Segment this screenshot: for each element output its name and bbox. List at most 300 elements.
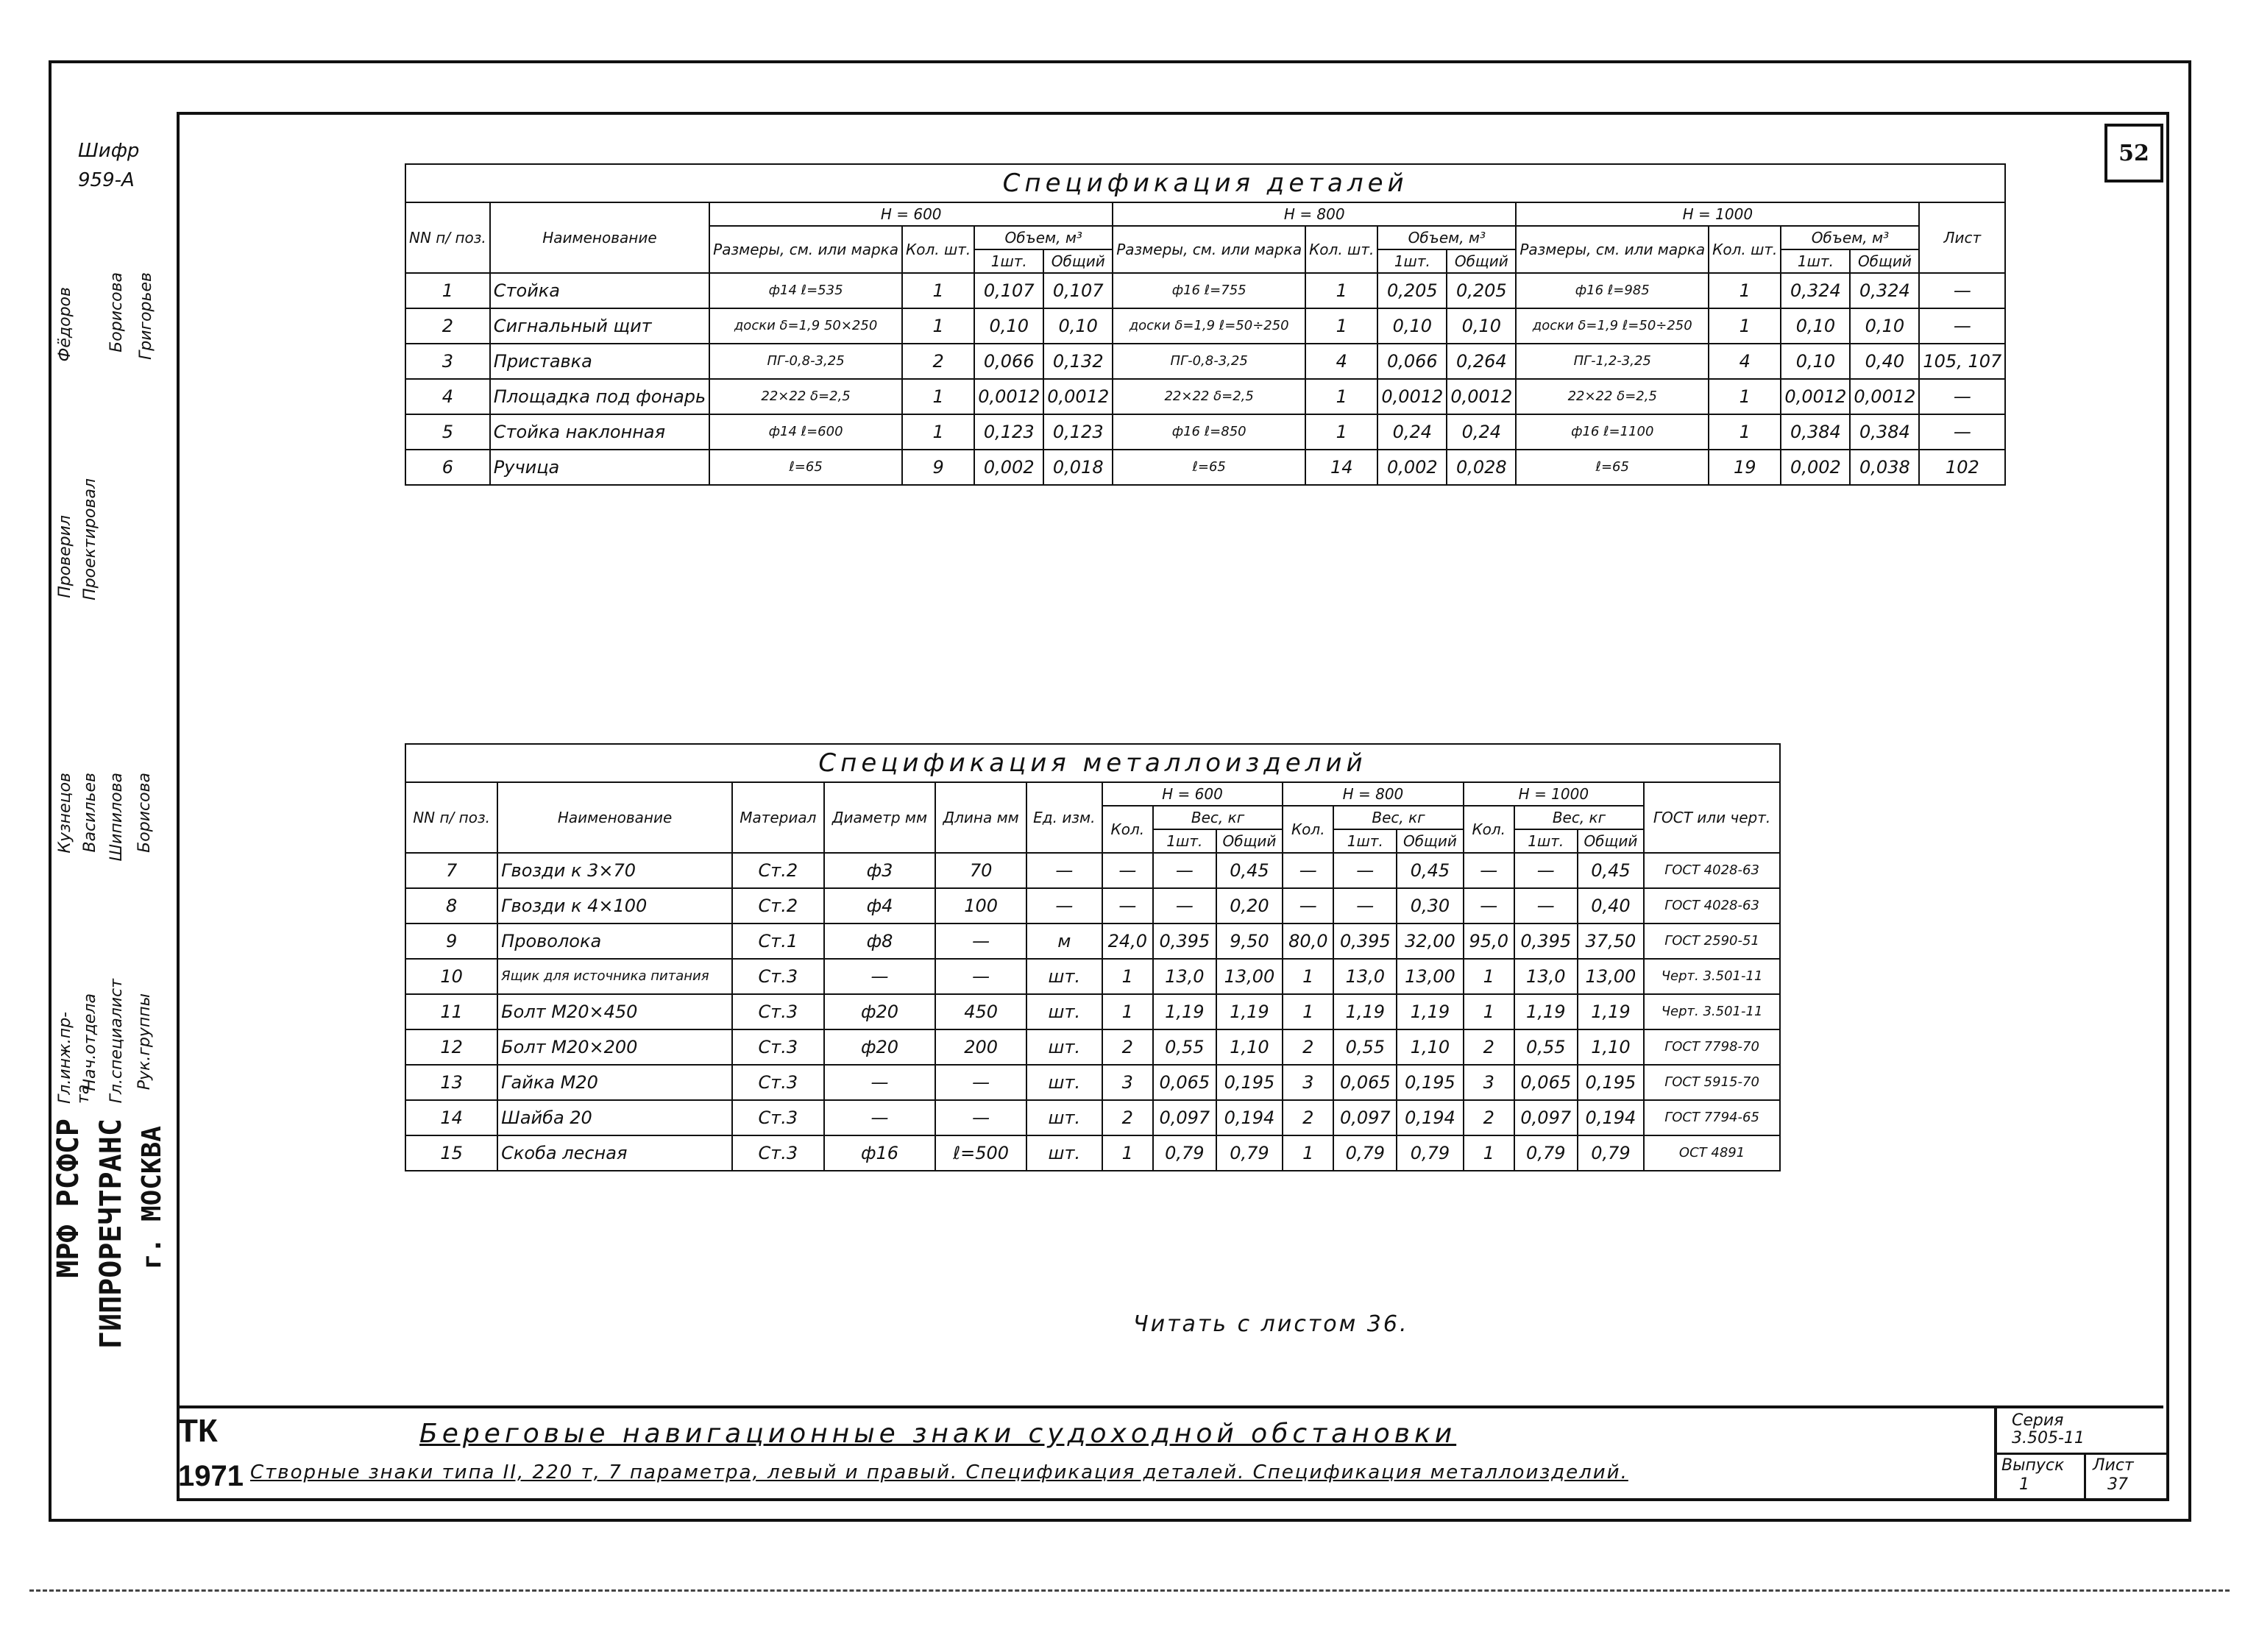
- cell: ℓ=65: [1113, 450, 1305, 485]
- cell: 13,0: [1153, 959, 1216, 994]
- cell: —: [1153, 888, 1216, 924]
- cell: 2: [1102, 1029, 1153, 1065]
- metal-spec-table: [405, 743, 1781, 1171]
- col-sheet: Лист: [1919, 202, 2005, 273]
- cell: 1,10: [1578, 1029, 1644, 1065]
- drawing-subtitle: Створные знаки типа II, 220 т, 7 параметра, левый и правый. Спецификация деталей. Спецификация металлоизделий.: [250, 1461, 1628, 1483]
- cell: —: [824, 1065, 936, 1100]
- tk-label: ТК: [178, 1413, 218, 1449]
- cell: —: [935, 1065, 1026, 1100]
- table-row: [405, 888, 1780, 924]
- cell: 100: [935, 888, 1026, 924]
- cell: ПГ-0,8-3,25: [709, 344, 902, 379]
- cell: 13,0: [1514, 959, 1578, 994]
- cell-no: 4: [405, 379, 490, 414]
- cell: 1: [1305, 414, 1377, 450]
- cell: ф4: [824, 888, 936, 924]
- cell: 0,097: [1333, 1100, 1397, 1135]
- cell-name: Шайба 20: [497, 1100, 732, 1135]
- cell-no: 3: [405, 344, 490, 379]
- sig-name: Борисова: [135, 773, 154, 853]
- cell: —: [1102, 888, 1153, 924]
- cell: 0,0012: [1377, 379, 1447, 414]
- table-row: [405, 414, 2005, 450]
- cell: шт.: [1026, 959, 1102, 994]
- cell: 1: [1709, 308, 1781, 344]
- cell-gost: ГОСТ 7798-70: [1644, 1029, 1780, 1065]
- cell: 0,002: [974, 450, 1043, 485]
- cell: Ст.2: [732, 888, 824, 924]
- cell: Ст.3: [732, 959, 824, 994]
- cell: 1: [1709, 273, 1781, 308]
- col-unit: Ед. изм.: [1026, 782, 1102, 853]
- col-qty: Кол.: [1283, 806, 1333, 853]
- cell: 1: [1305, 273, 1377, 308]
- table-row: [405, 1065, 1780, 1100]
- cell: 22×22 δ=2,5: [1516, 379, 1709, 414]
- cell-sheet: —: [1919, 308, 2005, 344]
- cell: 0,79: [1153, 1135, 1216, 1171]
- cell: 200: [935, 1029, 1026, 1065]
- cell: 0,066: [1377, 344, 1447, 379]
- cell: 0,194: [1578, 1100, 1644, 1135]
- cell: —: [1333, 888, 1397, 924]
- cell-no: 8: [405, 888, 497, 924]
- cell: 0,10: [1377, 308, 1447, 344]
- col-material: Материал: [732, 782, 824, 853]
- table-title: Спецификация металлоизделий: [405, 744, 1780, 782]
- cell: 0,10: [1447, 308, 1516, 344]
- cell-no: 12: [405, 1029, 497, 1065]
- cell-name: Ящик для источника питания: [497, 959, 732, 994]
- cell: 13,00: [1578, 959, 1644, 994]
- cell: —: [1102, 853, 1153, 888]
- details-spec-table: [405, 163, 2006, 486]
- cell: 0,065: [1153, 1065, 1216, 1100]
- cell: 1: [902, 273, 974, 308]
- sig-name: Григорьев: [137, 272, 155, 360]
- cell: 3: [1283, 1065, 1333, 1100]
- cell: 2: [1102, 1100, 1153, 1135]
- cell: —: [1464, 888, 1514, 924]
- cell: 0,195: [1216, 1065, 1283, 1100]
- h-label: H = 1000: [1464, 782, 1644, 806]
- cell: 0,20: [1216, 888, 1283, 924]
- cell: ф16: [824, 1135, 936, 1171]
- cell: 0,384: [1781, 414, 1850, 450]
- h-label: H = 800: [1113, 202, 1516, 226]
- cell: 1,19: [1514, 994, 1578, 1029]
- cell: 1,19: [1578, 994, 1644, 1029]
- sig-role: Гл.инж.пр-та: [56, 1011, 93, 1104]
- cell: ф20: [824, 994, 936, 1029]
- cell: ℓ=65: [709, 450, 902, 485]
- cell: —: [1026, 853, 1102, 888]
- sig-role: Нач.отдела: [81, 993, 99, 1091]
- cell: 0,30: [1397, 888, 1463, 924]
- col-sizes: Размеры, см. или марка: [709, 226, 902, 273]
- series-block: [1994, 1408, 2166, 1498]
- cell-gost: ГОСТ 7794-65: [1644, 1100, 1780, 1135]
- issue-value: 1: [2019, 1475, 2029, 1494]
- cell-name: Гайка М20: [497, 1065, 732, 1100]
- col-one: 1шт.: [1377, 249, 1447, 273]
- table-row: [405, 450, 2005, 485]
- col-total: Общий: [1397, 829, 1463, 853]
- col-qty: Кол. шт.: [1305, 226, 1377, 273]
- cell: ПГ-0,8-3,25: [1113, 344, 1305, 379]
- cell: 2: [1283, 1029, 1333, 1065]
- cell: 0,55: [1333, 1029, 1397, 1065]
- cell: —: [1464, 853, 1514, 888]
- col-one: 1шт.: [1153, 829, 1216, 853]
- col-gost: ГОСТ или черт.: [1644, 782, 1780, 853]
- cell-name: Стойка наклонная: [490, 414, 709, 450]
- cell-name: Болт М20×450: [497, 994, 732, 1029]
- cell: —: [1333, 853, 1397, 888]
- cell: 0,195: [1397, 1065, 1463, 1100]
- cell: 0,55: [1153, 1029, 1216, 1065]
- cell: доски δ=1,9 ℓ=50÷250: [1516, 308, 1709, 344]
- cell: 0,107: [974, 273, 1043, 308]
- cell: 0,0012: [1850, 379, 1919, 414]
- cell: 2: [1464, 1100, 1514, 1135]
- code-box: [49, 140, 177, 213]
- table-title: Спецификация деталей: [405, 164, 2005, 202]
- cell: 13,00: [1216, 959, 1283, 994]
- cell: 0,79: [1216, 1135, 1283, 1171]
- cell: —: [1283, 888, 1333, 924]
- cell-name: Болт М20×200: [497, 1029, 732, 1065]
- col-sizes: Размеры, см. или марка: [1113, 226, 1305, 273]
- cell: 0,066: [974, 344, 1043, 379]
- col-weight: Вес, кг: [1333, 806, 1463, 829]
- cell: 0,324: [1850, 273, 1919, 308]
- col-total: Общий: [1447, 249, 1516, 273]
- h-label: H = 1000: [1516, 202, 1919, 226]
- cell: 24,0: [1102, 924, 1153, 959]
- cell: 0,065: [1333, 1065, 1397, 1100]
- sig-name: Фёдоров: [56, 287, 74, 362]
- col-qty: Кол.: [1464, 806, 1514, 853]
- cell-name: Гвозди к 3×70: [497, 853, 732, 888]
- cell: шт.: [1026, 1100, 1102, 1135]
- cell: м: [1026, 924, 1102, 959]
- cell: 0,55: [1514, 1029, 1578, 1065]
- cell: 1,19: [1153, 994, 1216, 1029]
- cell: 0,24: [1377, 414, 1447, 450]
- series-value: 3.505-11: [2012, 1429, 2085, 1447]
- h-label: H = 800: [1283, 782, 1463, 806]
- table-row: [405, 308, 2005, 344]
- cell-no: 15: [405, 1135, 497, 1171]
- cell: —: [935, 924, 1026, 959]
- cell: 9,50: [1216, 924, 1283, 959]
- table-row: [405, 853, 1780, 888]
- col-diameter: Диаметр мм: [824, 782, 936, 853]
- cell: 4: [1709, 344, 1781, 379]
- cell: 1: [1464, 959, 1514, 994]
- cell: 0,40: [1850, 344, 1919, 379]
- cell: 70: [935, 853, 1026, 888]
- col-total: Общий: [1216, 829, 1283, 853]
- cell: —: [1514, 888, 1578, 924]
- cell: 3: [1464, 1065, 1514, 1100]
- cell: 1: [902, 414, 974, 450]
- cell: 0,038: [1850, 450, 1919, 485]
- sig-role: Проверил: [56, 515, 74, 598]
- cell: доски δ=1,9 ℓ=50÷250: [1113, 308, 1305, 344]
- cell: ф3: [824, 853, 936, 888]
- sig-name: Шипилова: [107, 773, 126, 862]
- cell: 0,40: [1578, 888, 1644, 924]
- table-row: [405, 1100, 1780, 1135]
- cell-no: 14: [405, 1100, 497, 1135]
- table-row: [405, 379, 2005, 414]
- cell: 0,45: [1216, 853, 1283, 888]
- cell-sheet: 102: [1919, 450, 2005, 485]
- cell: 0,395: [1514, 924, 1578, 959]
- cell: 0,45: [1397, 853, 1463, 888]
- cell: 0,123: [974, 414, 1043, 450]
- cell: 0,79: [1514, 1135, 1578, 1171]
- title-block: [177, 1405, 2163, 1498]
- cell: 0,79: [1333, 1135, 1397, 1171]
- cell: 0,0012: [1043, 379, 1113, 414]
- cell: 32,00: [1397, 924, 1463, 959]
- cell-no: 9: [405, 924, 497, 959]
- cell: 0,10: [1781, 344, 1850, 379]
- cell: 3: [1102, 1065, 1153, 1100]
- cell: 2: [1283, 1100, 1333, 1135]
- cell-sheet: —: [1919, 414, 2005, 450]
- col-no: NN п/ поз.: [405, 782, 497, 853]
- sig-name: Борисова: [107, 272, 126, 352]
- cell: 1: [1709, 414, 1781, 450]
- col-name: Наименование: [497, 782, 732, 853]
- cell: 0,195: [1578, 1065, 1644, 1100]
- cell: 1: [1305, 379, 1377, 414]
- stamp-city: г. МОСКВА: [137, 1126, 167, 1270]
- page-number: 52: [2104, 124, 2163, 182]
- table-row: [405, 1135, 1780, 1171]
- cell: Ст.1: [732, 924, 824, 959]
- cell: 1,19: [1397, 994, 1463, 1029]
- cell: 1: [1283, 1135, 1333, 1171]
- col-qty: Кол.: [1102, 806, 1153, 853]
- cell: —: [824, 1100, 936, 1135]
- issue-label: Выпуск: [2001, 1456, 2065, 1475]
- cell: ℓ=500: [935, 1135, 1026, 1171]
- cell-sheet: 105, 107: [1919, 344, 2005, 379]
- cell: 13,00: [1397, 959, 1463, 994]
- cell: 0,205: [1377, 273, 1447, 308]
- cell-name: Приставка: [490, 344, 709, 379]
- cell: 80,0: [1283, 924, 1333, 959]
- cell: 0,002: [1781, 450, 1850, 485]
- series-label: Серия: [2012, 1411, 2064, 1430]
- cell: 4: [1305, 344, 1377, 379]
- cell-gost: ГОСТ 4028-63: [1644, 853, 1780, 888]
- cell: 0,395: [1333, 924, 1397, 959]
- cell: 0,10: [1781, 308, 1850, 344]
- cell: —: [1283, 853, 1333, 888]
- cell-no: 11: [405, 994, 497, 1029]
- cell: 9: [902, 450, 974, 485]
- col-one: 1шт.: [974, 249, 1043, 273]
- cell-no: 1: [405, 273, 490, 308]
- col-weight: Вес, кг: [1153, 806, 1283, 829]
- cell: 0,065: [1514, 1065, 1578, 1100]
- cell: 0,0012: [974, 379, 1043, 414]
- cell: 0,45: [1578, 853, 1644, 888]
- cell: 1: [1102, 994, 1153, 1029]
- col-no: NN п/ поз.: [405, 202, 490, 273]
- cell: 450: [935, 994, 1026, 1029]
- cell-name: Стойка: [490, 273, 709, 308]
- cell-name: Гвозди к 4×100: [497, 888, 732, 924]
- col-vol: Объем, м³: [1377, 226, 1516, 249]
- cell: шт.: [1026, 1065, 1102, 1100]
- cell: Ст.3: [732, 1135, 824, 1171]
- cell: 1: [902, 379, 974, 414]
- cell: 22×22 δ=2,5: [709, 379, 902, 414]
- cell: 0,132: [1043, 344, 1113, 379]
- cell: 95,0: [1464, 924, 1514, 959]
- cell: ф16 ℓ=755: [1113, 273, 1305, 308]
- signature-block: [49, 258, 177, 1104]
- table-row: [405, 924, 1780, 959]
- table-row: [405, 344, 2005, 379]
- cell: 37,50: [1578, 924, 1644, 959]
- organization-stamp: [49, 1104, 174, 1494]
- cell-no: 2: [405, 308, 490, 344]
- cell: 2: [1464, 1029, 1514, 1065]
- cell-name: Ручица: [490, 450, 709, 485]
- code-value: 959-А: [78, 169, 135, 191]
- cell-name: Проволока: [497, 924, 732, 959]
- cell: Ст.3: [732, 1029, 824, 1065]
- cell-no: 10: [405, 959, 497, 994]
- cell: 1: [1283, 959, 1333, 994]
- stamp-institute: ГИПРОРЕЧТРАНС: [94, 1119, 128, 1350]
- cell: ф14 ℓ=535: [709, 273, 902, 308]
- col-vol: Объем, м³: [974, 226, 1113, 249]
- cell: 0,107: [1043, 273, 1113, 308]
- code-label: Шифр: [78, 140, 140, 162]
- sig-role: Проектировал: [81, 478, 99, 600]
- cell: 19: [1709, 450, 1781, 485]
- cut-line: [29, 1589, 2230, 1592]
- col-total: Общий: [1578, 829, 1644, 853]
- cell: 0,324: [1781, 273, 1850, 308]
- sig-role: Рук.группы: [135, 993, 154, 1091]
- cell: 0,123: [1043, 414, 1113, 450]
- col-vol: Объем, м³: [1781, 226, 1919, 249]
- table-row: [405, 1029, 1780, 1065]
- cell-no: 13: [405, 1065, 497, 1100]
- cell: 0,097: [1153, 1100, 1216, 1135]
- cell: 0,10: [974, 308, 1043, 344]
- cell: 0,002: [1377, 450, 1447, 485]
- sig-name: Кузнецов: [56, 773, 74, 854]
- cell: 0,24: [1447, 414, 1516, 450]
- cell: ф20: [824, 1029, 936, 1065]
- cell-gost: Черт. 3.501-11: [1644, 959, 1780, 994]
- col-qty: Кол. шт.: [1709, 226, 1781, 273]
- cell: 0,10: [1043, 308, 1113, 344]
- cell-name: Площадка под фонарь: [490, 379, 709, 414]
- cell: —: [935, 959, 1026, 994]
- cell: 14: [1305, 450, 1377, 485]
- col-sizes: Размеры, см. или марка: [1516, 226, 1709, 273]
- cell: —: [935, 1100, 1026, 1135]
- cell: 0,097: [1514, 1100, 1578, 1135]
- col-one: 1шт.: [1333, 829, 1397, 853]
- cell: доски δ=1,9 50×250: [709, 308, 902, 344]
- cell: ф8: [824, 924, 936, 959]
- note-text: Читать с листом 36.: [1133, 1311, 1409, 1337]
- cell-no: 6: [405, 450, 490, 485]
- cell: 1: [1283, 994, 1333, 1029]
- cell-no: 5: [405, 414, 490, 450]
- cell-sheet: —: [1919, 273, 2005, 308]
- cell: 0,384: [1850, 414, 1919, 450]
- col-qty: Кол. шт.: [902, 226, 974, 273]
- cell: —: [824, 959, 936, 994]
- col-weight: Вес, кг: [1514, 806, 1644, 829]
- cell: 1: [1709, 379, 1781, 414]
- cell: ПГ-1,2-3,25: [1516, 344, 1709, 379]
- col-total: Общий: [1043, 249, 1113, 273]
- cell: шт.: [1026, 1029, 1102, 1065]
- sig-name: Васильев: [81, 773, 99, 853]
- stamp-org: МРФ РСФСР: [52, 1119, 85, 1278]
- cell: —: [1026, 888, 1102, 924]
- cell: 1: [1464, 994, 1514, 1029]
- cell: —: [1153, 853, 1216, 888]
- cell: 0,79: [1397, 1135, 1463, 1171]
- cell: 0,0012: [1781, 379, 1850, 414]
- cell: ф16 ℓ=850: [1113, 414, 1305, 450]
- cell: 0,028: [1447, 450, 1516, 485]
- col-name: Наименование: [490, 202, 709, 273]
- cell: 2: [902, 344, 974, 379]
- cell: 0,205: [1447, 273, 1516, 308]
- cell: ф16 ℓ=1100: [1516, 414, 1709, 450]
- sheet-label: Лист: [2093, 1456, 2134, 1475]
- cell: 1: [1305, 308, 1377, 344]
- cell: 0,10: [1850, 308, 1919, 344]
- cell: 1: [1102, 1135, 1153, 1171]
- issue-sheet-row: [1997, 1453, 2166, 1499]
- cell: 1,10: [1216, 1029, 1283, 1065]
- cell: 0,395: [1153, 924, 1216, 959]
- divider: [2084, 1455, 2086, 1499]
- cell: 1: [902, 308, 974, 344]
- cell: 0,79: [1578, 1135, 1644, 1171]
- cell: 0,018: [1043, 450, 1113, 485]
- cell: ф14 ℓ=600: [709, 414, 902, 450]
- h-label: H = 600: [709, 202, 1113, 226]
- cell-gost: ГОСТ 5915-70: [1644, 1065, 1780, 1100]
- cell: 1,10: [1397, 1029, 1463, 1065]
- table-row: [405, 273, 2005, 308]
- cell-gost: Черт. 3.501-11: [1644, 994, 1780, 1029]
- cell: ф16 ℓ=985: [1516, 273, 1709, 308]
- cell: 1: [1464, 1135, 1514, 1171]
- cell-no: 7: [405, 853, 497, 888]
